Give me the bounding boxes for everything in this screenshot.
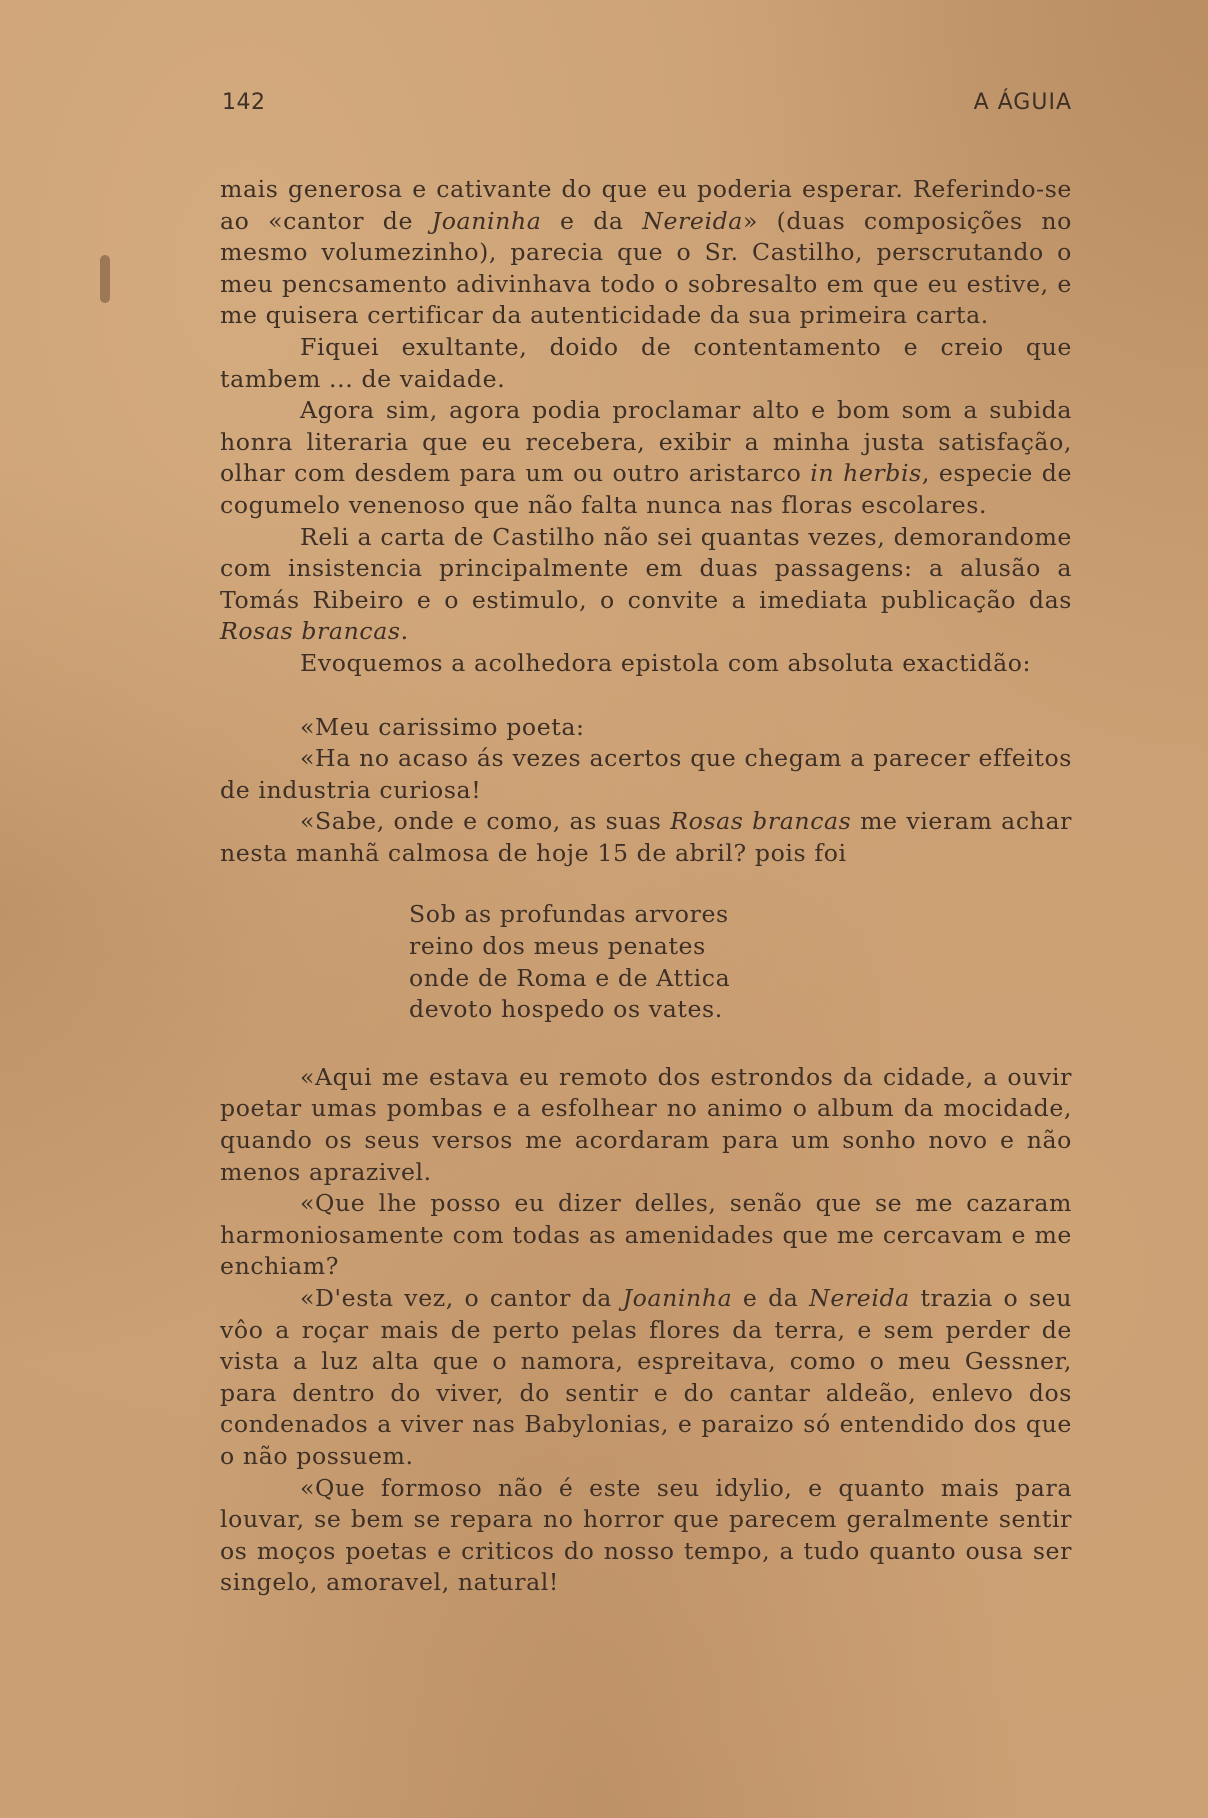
verse-quote [409, 899, 1072, 1025]
paragraph [220, 1062, 1072, 1188]
paragraph [220, 395, 1072, 521]
text-run: «Que lhe posso eu dizer delles, senão que se me cazaram harmoniosamente com todas as amenidades que me cercavam e me enchiam? [220, 1189, 1072, 1281]
text-run: «Que formoso não é este seu idylio, e quanto mais para louvar, se bem se repara no horror que parecem geralmente sentir os moços poetas e criticos do nosso tempo, a tudo quanto ousa ser singelo, amoravel, natural! [220, 1473, 1072, 1597]
text-run: «D'esta vez, o cantor da [300, 1284, 623, 1312]
verse-line: Sob as profundas arvores [409, 900, 729, 929]
page-number: 142 [222, 90, 266, 115]
verse-line: devoto hospedo os vates. [409, 995, 723, 1024]
text-run: Evoquemos a acolhedora epistola com absoluta exactidão: [300, 648, 1032, 677]
paragraph [220, 174, 1072, 332]
italic-text: Rosas brancas [670, 807, 852, 836]
paragraph [220, 332, 1072, 395]
paragraph [220, 1473, 1072, 1599]
text-run: , especie de cogumelo venenoso que não falta nunca nas floras escolares. [220, 459, 1073, 519]
italic-text: Joaninha [622, 1284, 733, 1312]
paragraph [220, 1283, 1072, 1473]
text-run: » (duas composições no mesmo volumezinho), parecia que o Sr. Castilho, perscrutando o meu pencsamento adivinhava todo o sobresalto em que eu estive, e me quisera certificar da autenticidade da sua primeira carta. [220, 206, 1072, 330]
text-run: mais generosa e cativante do que eu poderia esperar. Referindo-se ao «cantor de [220, 175, 1072, 235]
text-run: «Ha no acaso ás vezes acertos que chegam a parecer effeitos de industria curiosa! [220, 744, 1072, 804]
page-stain [100, 255, 110, 303]
paragraph [220, 743, 1072, 806]
italic-text: in herbis [810, 459, 922, 488]
text-run: Agora sim, agora podia proclamar alto e bom som a subida honra literaria que eu recebera, exibir a minha justa satisfação, olhar com desdem para um ou outro aristarco [220, 396, 1072, 488]
body-text [220, 174, 1072, 1599]
text-run: «Sabe, onde e como, as suas [300, 807, 671, 836]
text-run: Fiquei exultante, doido de contentamento e creio que tambem ... de vaidade. [220, 332, 1072, 393]
text-run: «Aqui me estava eu remoto dos estrondos da cidade, a ouvir poetar umas pombas e a esfolhear no animo o album da mocidade, quando os seus versos me acordaram para um sonho novo e não menos aprazivel. [220, 1062, 1072, 1186]
text-run: e da [732, 1284, 810, 1312]
paragraph [220, 1188, 1072, 1283]
page-header [222, 90, 1072, 120]
text-run: Reli a carta de Castilho não sei quantas vezes, demorandome com insistencia principalmente em duas passagens: a alusão a Tomás Ribeiro e o estimulo, o convite a imediata publicação das [220, 522, 1072, 614]
text-run: e da [541, 206, 643, 235]
italic-text: Nereida [642, 206, 743, 235]
running-title: A ÁGUIA [973, 90, 1072, 115]
verse-line: reino dos meus penates [409, 932, 706, 961]
verse-line: onde de Roma e de Attica [409, 963, 731, 992]
paragraph [220, 522, 1072, 648]
text-run: me vieram achar nesta manhã calmosa de hoje 15 de abril? pois foi [220, 807, 1072, 867]
text-run: «Meu carissimo poeta: [300, 712, 585, 741]
italic-text: Nereida [809, 1284, 910, 1312]
italic-text: Rosas brancas [220, 617, 401, 646]
letter-salutation [220, 712, 1072, 744]
paragraph [220, 806, 1072, 869]
paragraph [220, 648, 1072, 680]
text-run: . [400, 617, 409, 646]
italic-text: Joaninha [431, 206, 542, 235]
text-run: trazia o seu vôo a roçar mais de perto pelas flores da terra, e sem perder de vista a luz alta que o namora, espreitava, como o meu Gessner, para dentro do viver, do sentir e do cantar aldeão, enlevo dos condenados a viver nas Babylonias, e paraizo só entendido dos que o não possuem. [220, 1284, 1073, 1470]
